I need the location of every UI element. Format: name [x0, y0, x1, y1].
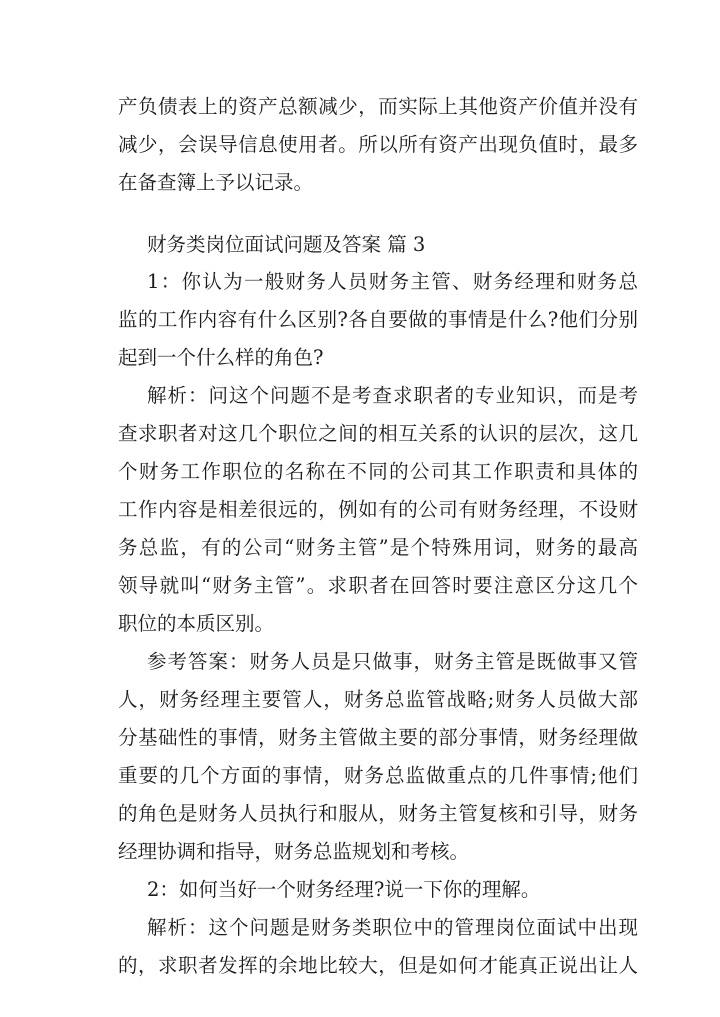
question-2-line: 2：如何当好一个财务经理?说一下你的理解。 [147, 878, 541, 901]
answer-1-line: 分基础性的事情，财务主管做主要的部分事情，财务经理做 [118, 726, 638, 749]
analysis-1-line: 工作内容是相差很远的，例如有的公司有财务经理，不设财 [118, 498, 638, 521]
answer-1-line: 参考答案：财务人员是只做事，财务主管是既做事又管 [147, 650, 638, 673]
answer-1-line: 重要的几个方面的事情，财务总监做重点的几件事情;他们 [118, 764, 638, 787]
analysis-1-line: 查求职者对这几个职位之间的相互关系的认识的层次，这几 [118, 422, 638, 445]
intro-line: 在备查簿上予以记录。 [118, 171, 314, 194]
question-1-line: 起到一个什么样的角色? [118, 346, 324, 369]
intro-line: 减少，会误导信息使用者。所以所有资产出现负值时，最多 [118, 133, 638, 156]
analysis-1-line: 个财务工作职位的名称在不同的公司其工作职责和具体的 [118, 460, 638, 483]
analysis-2-line: 的，求职者发挥的余地比较大，但是如何才能真正说出让人 [118, 954, 638, 977]
analysis-1-line: 解析：问这个问题不是考查求职者的专业知识，而是考 [147, 384, 638, 407]
answer-1-line: 经理协调和指导，财务总监规划和考核。 [118, 840, 470, 863]
question-1-line: 1：你认为一般财务人员财务主管、财务经理和财务总 [147, 270, 638, 293]
analysis-1-line: 领导就叫“财务主管”。求职者在回答时要注意区分这几个 [118, 574, 638, 597]
answer-1-line: 的角色是财务人员执行和服从，财务主管复核和引导，财务 [118, 802, 638, 825]
question-1-line: 监的工作内容有什么区别?各自要做的事情是什么?他们分别 [118, 308, 638, 331]
analysis-1-line: 务总监，有的公司“财务主管”是个特殊用词，财务的最高 [118, 536, 638, 559]
intro-line: 产负债表上的资产总额减少，而实际上其他资产价值并没有 [118, 95, 638, 118]
analysis-2-line: 解析：这个问题是财务类职位中的管理岗位面试中出现 [147, 916, 638, 939]
answer-1-line: 人，财务经理主要管人，财务总监管战略;财务人员做大部 [118, 688, 638, 711]
analysis-1-line: 职位的本质区别。 [118, 612, 275, 635]
section-title: 财务类岗位面试问题及答案 篇 3 [147, 233, 426, 256]
